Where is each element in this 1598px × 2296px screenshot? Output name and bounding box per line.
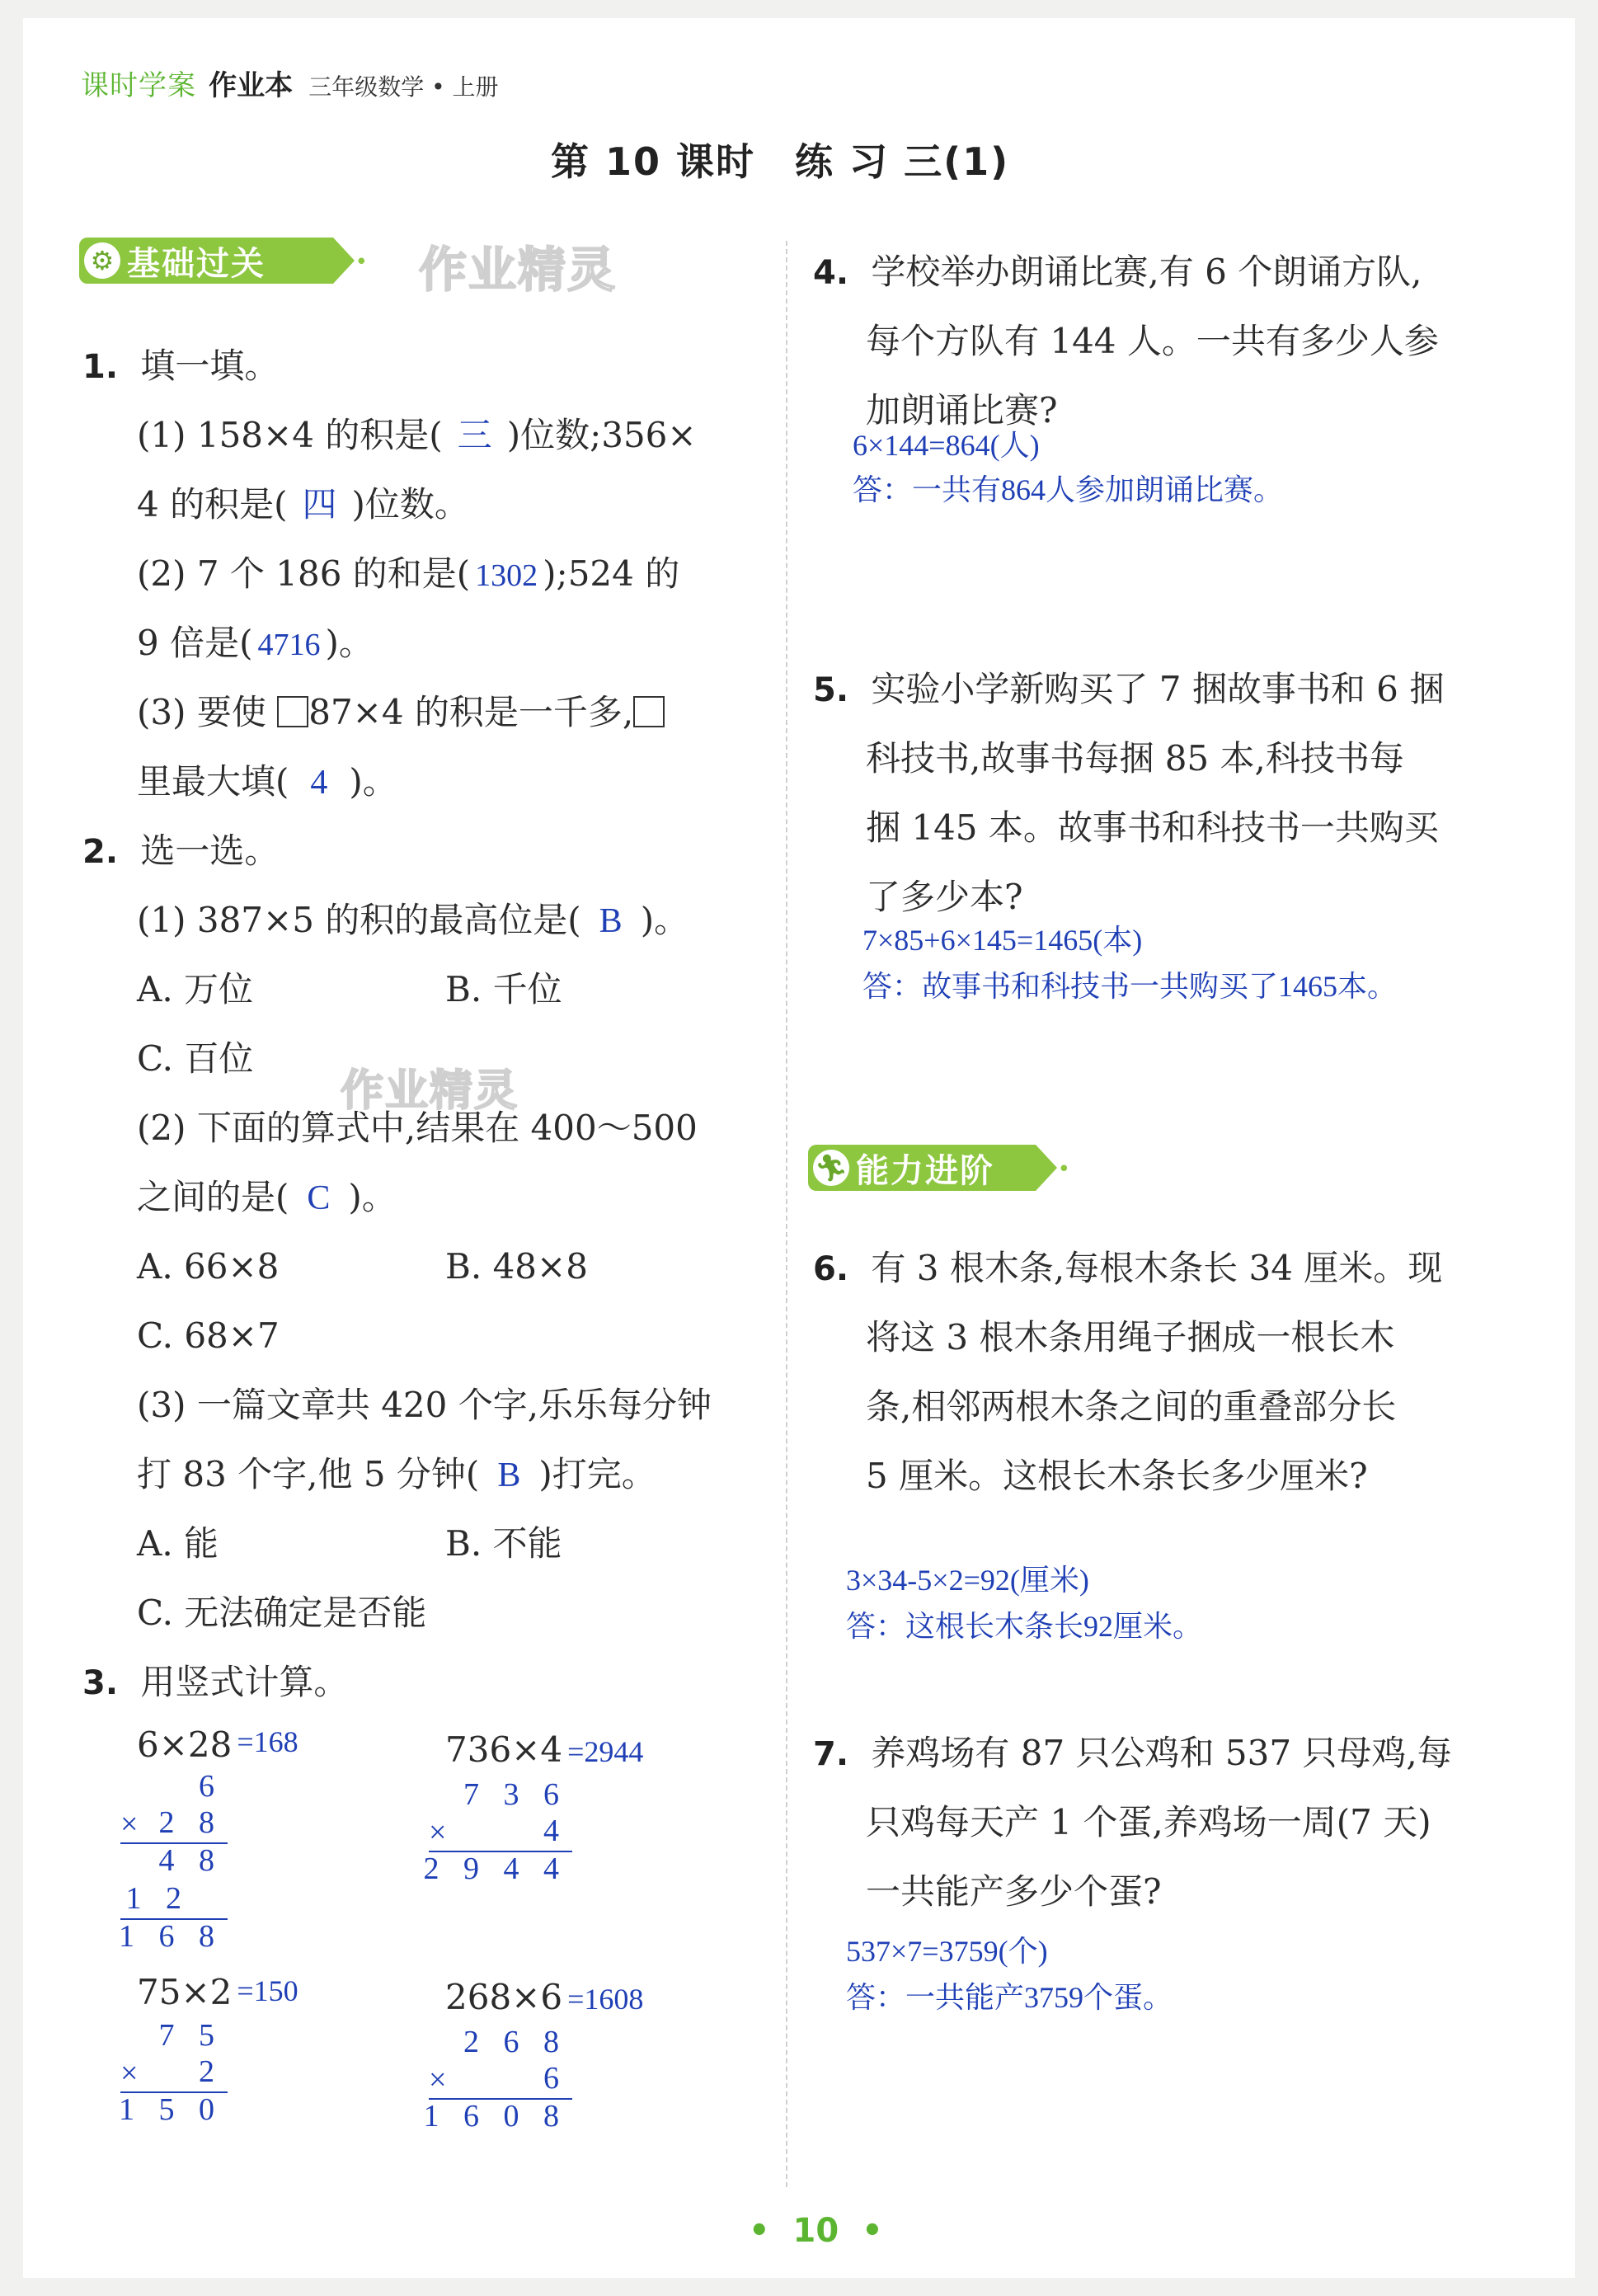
footer-dot-right: • <box>862 2212 883 2250</box>
q7-line1 <box>813 1719 1452 1789</box>
q4-work: 6×144=864(人) <box>853 429 1040 462</box>
q5-text-line1: 实验小学新购买了 7 捆故事书和 6 捆 <box>871 669 1445 709</box>
q1-number: 1. <box>82 348 119 386</box>
vc-row: 2 9 4 4 <box>423 1851 567 1886</box>
q5-answer: 答：故事书和科技书一共购买了1465本。 <box>862 970 1398 1003</box>
q1-heading <box>82 332 279 402</box>
times-sign: × <box>120 2056 139 2091</box>
book-subtitle: 三年级数学 • 上册 <box>308 73 499 101</box>
q2-p3-option-b: B. 不能 <box>445 1523 562 1564</box>
q6-answer: 答：这根长木条长92厘米。 <box>846 1610 1203 1643</box>
worksheet-page <box>23 18 1575 2278</box>
q3-calc3-expression <box>137 1966 298 2017</box>
q3-calc4-result: =1608 <box>567 1983 644 2016</box>
q2-p1-option-c: C. 百位 <box>137 1038 254 1079</box>
q3-calc1-expression <box>137 1717 298 1770</box>
q2-title: 选一选。 <box>140 830 280 871</box>
q2-p2-text2: )。 <box>348 1177 397 1217</box>
q2-p1-text: (1) 387×5 的积的最高位是( <box>137 900 581 940</box>
q5-number: 5. <box>813 671 849 709</box>
q2-p2-option-b: B. 48×8 <box>445 1246 588 1287</box>
q2-line1 <box>137 886 689 956</box>
q3-calc1-expr: 6×28 <box>137 1724 233 1765</box>
q2-p3-text2: )打完。 <box>538 1454 656 1494</box>
lesson-title: 第 10 课时 练 习 三(1) <box>551 139 1010 184</box>
times-sign: × <box>429 2063 447 2097</box>
page-number: 10 <box>792 2212 839 2250</box>
q1-p2-answer1: 1302 <box>475 558 538 593</box>
q1-p3-answer: 4 <box>310 764 328 802</box>
q2-number: 2. <box>82 833 119 871</box>
q1-line1 <box>137 401 697 471</box>
q2-p3-answer: B <box>497 1456 521 1494</box>
q4-number: 4. <box>813 254 849 292</box>
vc-row: 4 <box>543 1814 567 1848</box>
vc-row: 2 <box>199 2054 223 2089</box>
vc-row: 1 6 8 <box>119 1919 223 1954</box>
vc-row: 6 <box>199 1769 223 1804</box>
q1-line2 <box>137 470 469 540</box>
q1-p3-text3: 里最大填( <box>137 761 289 802</box>
q2-line4: (3) 一篇文章共 420 个字,乐乐每分钟 <box>137 1385 712 1425</box>
section-tag-advanced <box>808 1145 1070 1191</box>
q2-line2: (2) 下面的算式中,结果在 400～500 <box>137 1108 698 1148</box>
q3-calc3-result: =150 <box>237 1974 298 2007</box>
brand-black-text: 作业本 <box>209 69 294 102</box>
q3-calc2-result: =2944 <box>567 1735 644 1768</box>
vc-row: 6 <box>543 2061 567 2096</box>
q6-number: 6. <box>813 1250 849 1288</box>
section-title-basic: 基础过关 <box>127 244 266 283</box>
q5-text-line4: 了多少本? <box>866 877 1023 917</box>
q3-calc3-expr: 75×2 <box>137 1972 233 2012</box>
watermark-middle: 作业精灵 <box>341 1066 519 1116</box>
q2-p3-option-c: C. 无法确定是否能 <box>137 1593 427 1633</box>
q7-answer: 答：一共能产3759个蛋。 <box>846 1981 1173 2014</box>
q4-answer: 答：一共有864人参加朗诵比赛。 <box>853 473 1284 506</box>
q5-work: 7×85+6×145=1465(本) <box>862 924 1143 957</box>
q7-text-line1: 养鸡场有 87 只公鸡和 537 只母鸡,每 <box>871 1733 1452 1773</box>
times-sign: × <box>429 1815 447 1850</box>
q7-text-line3: 一共能产多少个蛋? <box>866 1871 1162 1912</box>
q1-title: 填一填。 <box>140 346 280 386</box>
q1-p1-text3: 4 的积是( <box>137 484 288 525</box>
q3-calc1-result: =168 <box>237 1725 298 1758</box>
q1-p2-text: (2) 7 个 186 的和是( <box>137 553 471 594</box>
vc-row: 2 8 <box>158 1805 223 1840</box>
gear-icon: ⚙ <box>84 242 120 279</box>
q1-line3 <box>137 539 679 610</box>
q1-p3-text4: )。 <box>349 761 397 802</box>
q5-line1 <box>813 655 1444 725</box>
section-tag-basic <box>79 238 368 284</box>
q4-text-line1: 学校举办朗诵比赛,有 6 个朗诵方队, <box>871 252 1422 292</box>
q1-p2-text4: )。 <box>325 623 374 663</box>
watermark-top: 作业精灵 <box>419 242 618 298</box>
vc-row: 7 5 <box>158 2018 223 2053</box>
q3-title: 用竖式计算。 <box>140 1662 349 1702</box>
header-brand <box>81 63 499 103</box>
vc-row: 1 6 0 8 <box>423 2099 567 2134</box>
q1-p3-text: (3) 要使 <box>137 692 266 732</box>
q3-heading <box>82 1648 348 1718</box>
q5-text-line2: 科技书,故事书每捆 85 本,科技书每 <box>866 738 1404 779</box>
q2-line3 <box>137 1163 397 1233</box>
tag-dot-icon: • <box>1057 1157 1070 1182</box>
q1-p1-text2: )位数;356× <box>506 415 697 455</box>
q2-p2-option-c: C. 68×7 <box>137 1315 280 1356</box>
q3-calc2-vertical <box>423 1776 567 1892</box>
blank-box <box>277 696 308 727</box>
q3-number: 3. <box>82 1664 119 1702</box>
q1-p1-answer2: 四 <box>302 487 337 525</box>
footer-dot-left: • <box>749 2212 770 2250</box>
q7-text-line2: 只鸡每天产 1 个蛋,养鸡场一周(7 天) <box>866 1802 1431 1842</box>
q3-calc4-expr: 268×6 <box>445 1977 563 2017</box>
q2-p1-option-a: A. 万位 <box>137 969 254 1009</box>
q4-text-line2: 每个方队有 144 人。一共有多少人参 <box>866 321 1439 361</box>
q2-p2-text: 之间的是( <box>137 1177 289 1217</box>
q2-p2-answer: C <box>307 1179 331 1217</box>
vc-row: 2 6 8 <box>463 2025 567 2059</box>
q6-text-line1: 有 3 根木条,每根木条长 34 厘米。现 <box>871 1248 1443 1288</box>
q3-calc3-vertical <box>120 2017 223 2133</box>
q1-p1-answer1: 三 <box>457 417 492 455</box>
q1-line6 <box>137 747 397 817</box>
vc-row: 1 2 <box>125 1881 190 1916</box>
q6-work: 3×34-5×2=92(厘米) <box>846 1564 1089 1597</box>
q6-text-line4: 5 厘米。这根长木条长多少厘米? <box>866 1456 1368 1496</box>
q7-work: 537×7=3759(个) <box>846 1935 1048 1968</box>
tag-dot-icon: • <box>355 250 368 275</box>
section-title-advanced: 能力进阶 <box>856 1151 994 1190</box>
q3-calc2-expr: 736×4 <box>445 1729 563 1770</box>
q4-text-line3: 加朗诵比赛? <box>866 390 1058 430</box>
q2-p3-option-a: A. 能 <box>137 1523 219 1564</box>
q1-p1-text4: )位数。 <box>351 484 469 525</box>
q2-p1-option-b: B. 千位 <box>445 969 562 1009</box>
q2-p1-answer: B <box>599 902 623 940</box>
times-sign: × <box>120 1807 139 1842</box>
q6-text-line2: 将这 3 根木条用绳子捆成一根长木 <box>866 1317 1395 1357</box>
blank-box <box>633 696 665 727</box>
q1-p2-text2: );524 的 <box>543 553 680 594</box>
q7-number: 7. <box>813 1735 849 1773</box>
q2-p3-text: 打 83 个字,他 5 分钟( <box>137 1454 480 1494</box>
q1-line5 <box>137 678 665 747</box>
column-divider <box>786 241 787 2187</box>
q3-calc4-vertical <box>423 2024 567 2139</box>
q1-line4 <box>137 609 374 680</box>
q1-p2-answer2: 4716 <box>257 628 321 662</box>
q2-line5 <box>137 1440 656 1510</box>
vc-row: 7 3 6 <box>463 1777 567 1812</box>
q6-text-line3: 条,相邻两根木条之间的重叠部分长 <box>866 1386 1397 1427</box>
q3-calc2-expression <box>445 1725 643 1776</box>
q1-p1-text: (1) 158×4 的积是( <box>137 415 443 455</box>
q4-line1 <box>813 238 1422 308</box>
page-number-footer <box>749 2212 883 2250</box>
q2-p1-text2: )。 <box>640 900 689 940</box>
q2-heading <box>82 816 279 887</box>
q5-text-line3: 捆 145 本。故事书和科技书一共购买 <box>866 807 1439 848</box>
vc-row: 1 5 0 <box>119 2092 223 2127</box>
q6-line1 <box>813 1234 1442 1304</box>
q1-p3-text2: 87×4 的积是一千多, <box>308 692 634 732</box>
brand-green-text: 课时学案 <box>81 69 196 102</box>
q2-p2-option-a: A. 66×8 <box>137 1246 280 1287</box>
q3-calc1-vertical <box>120 1768 223 1958</box>
running-person-icon: 🏃︎ <box>813 1150 849 1186</box>
vc-row: 4 8 <box>158 1843 223 1878</box>
q3-calc4-expression <box>445 1973 643 2024</box>
q1-p2-text3: 9 倍是( <box>137 623 253 663</box>
